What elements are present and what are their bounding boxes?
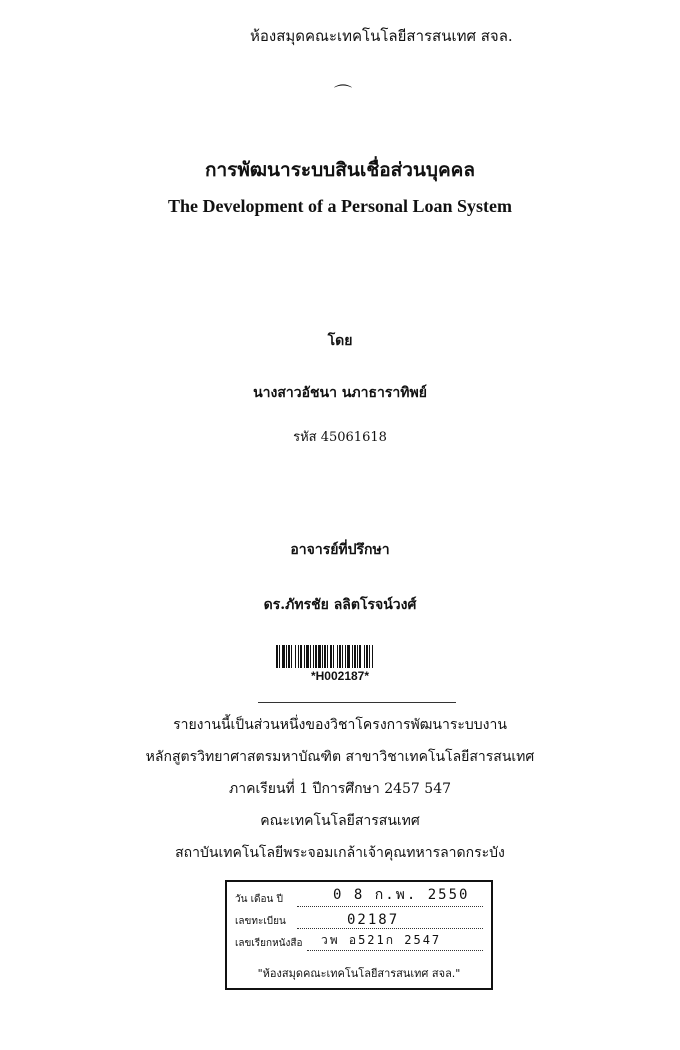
barcode-bar (324, 645, 326, 668)
stamp-date-value: 0 8 ก.พ. 2550 (333, 887, 470, 903)
dotted-line (297, 928, 483, 929)
barcode-bar (291, 645, 292, 668)
barcode-bar (306, 645, 309, 668)
stamp-date-label: วัน เดือน ปี (235, 894, 283, 905)
barcode-bar (327, 645, 328, 668)
barcode-bar (279, 645, 280, 668)
barcode-bar (369, 645, 370, 668)
stamp-reg-label: เลขทะเบียน (235, 916, 286, 927)
barcode-bar (286, 645, 287, 668)
barcode-bar (315, 645, 317, 668)
barcode-bar (359, 645, 361, 668)
divider-line (258, 702, 456, 703)
stamp-date-row (235, 888, 483, 910)
description-line: ภาคเรียนที่ 1 ปีการศึกษา 2457 547 (228, 781, 452, 797)
barcode-bar (310, 645, 311, 668)
barcode-bar (295, 645, 296, 668)
barcode-bar (366, 645, 368, 668)
barcode-bar (282, 645, 285, 668)
barcode-bar (288, 645, 290, 668)
barcode-image (276, 645, 424, 668)
barcode-bar (347, 645, 350, 668)
barcode-bar (318, 645, 321, 668)
barcode-bar (342, 645, 343, 668)
description-line: สถาบันเทคโนโลยีพระจอมเกล้าเจ้าคุณทหารลาดกระบัง (175, 845, 505, 861)
stamp-footer: "ห้องสมุดคณะเทคโนโลยีสารสนเทศ สจล." (257, 967, 461, 980)
thai-title: การพัฒนาระบบสินเชื่อส่วนบุคคล (204, 159, 476, 181)
stamp-reg-row (235, 910, 483, 932)
barcode-bar (330, 645, 332, 668)
stamp-call-row (235, 932, 483, 954)
dotted-line (297, 906, 483, 907)
barcode-bar (322, 645, 323, 668)
library-accession-stamp (225, 880, 493, 990)
handwritten-mark: ⌒ (334, 84, 352, 105)
advisor-name: ดร.ภัทรชัย ลลิตโรจน์วงศ์ (263, 597, 417, 613)
advisor-label: อาจารย์ที่ปรึกษา (290, 542, 390, 558)
description-line: หลักสูตรวิทยาศาสตรมหาบัณฑิต สาขาวิชาเทคโนโลยีสารสนเทศ (145, 749, 535, 765)
stamp-call-value: วพ อ521ก 2547 (321, 933, 442, 947)
author-name: นางสาวอัชนา นภาธาราทิพย์ (253, 385, 427, 401)
barcode-bar (339, 645, 341, 668)
english-title: The Development of a Personal Loan System (168, 196, 512, 216)
barcode-bar (337, 645, 338, 668)
barcode-bar (357, 645, 358, 668)
barcode-bar (333, 645, 334, 668)
student-id: รหัส 45061618 (293, 430, 387, 445)
barcode-bar (300, 645, 302, 668)
barcode-bar (298, 645, 299, 668)
barcode-bar (304, 645, 305, 668)
description-line: รายงานนี้เป็นส่วนหนึ่งของวิชาโครงการพัฒนาระบบงาน (173, 717, 507, 733)
barcode-bar (364, 645, 365, 668)
barcode-bar (354, 645, 356, 668)
stamp-reg-value: 02187 (347, 912, 400, 928)
barcode-bar (372, 645, 373, 668)
stamp-call-label: เลขเรียกหนังสือ (235, 938, 303, 949)
description-line: คณะเทคโนโลยีสารสนเทศ (260, 813, 420, 829)
barcode-text: *H002187* (310, 669, 370, 683)
barcode-bar (345, 645, 346, 668)
library-header-stamp: ห้องสมุดคณะเทคโนโลยีสารสนเทศ สจล. (250, 27, 513, 45)
by-label: โดย (327, 333, 353, 349)
dotted-line (307, 950, 483, 951)
barcode-bar (276, 645, 278, 668)
barcode-bar (313, 645, 314, 668)
barcode-bar (352, 645, 353, 668)
